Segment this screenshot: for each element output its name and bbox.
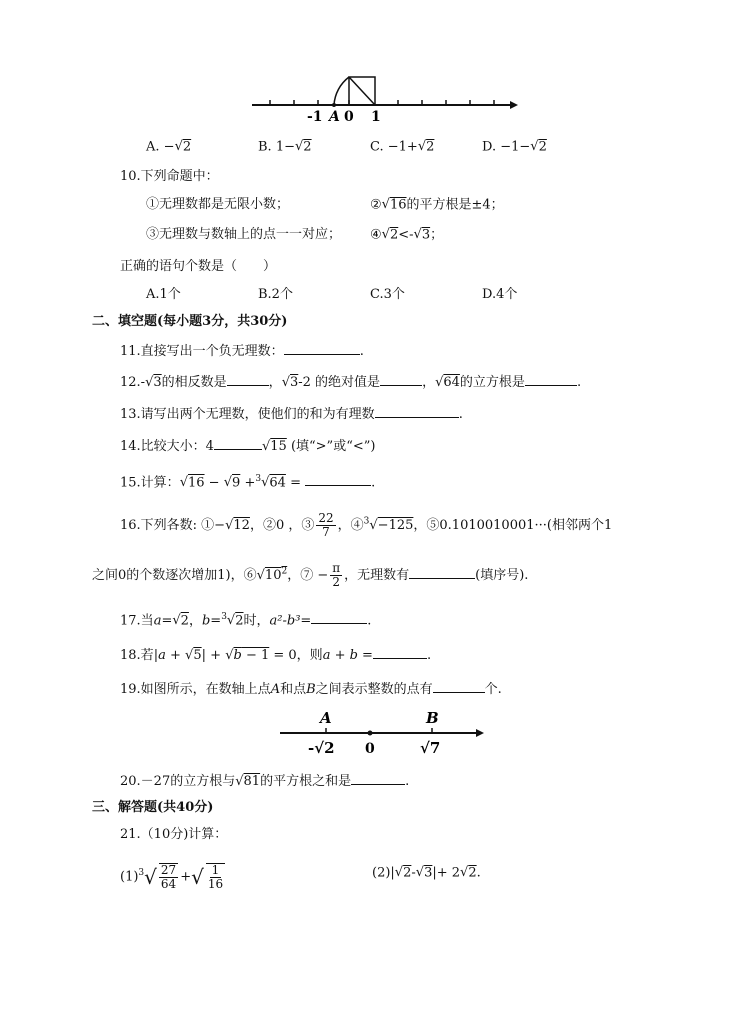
sqrt-symbol: √	[185, 647, 194, 663]
point-label-A: A	[320, 709, 332, 727]
sqrt-symbol: √	[435, 374, 444, 390]
q21-part-1: $(1)^3√$ $\frac{27}{64}$ +√ $\frac{1}{16}$	[120, 856, 227, 894]
q10-option-a: A.1个	[146, 287, 181, 302]
sqrt-symbol: √	[530, 139, 539, 154]
answer-blank[interactable]	[351, 771, 405, 785]
fraction-27-64: $\frac{27}{64}$	[160, 862, 177, 891]
q12: 12.-√3的相反数是 ，√3-2 的绝对值是 ，√64的立方根是 .	[120, 372, 581, 392]
fraction-22-7: $\frac{22}{7}$	[318, 511, 334, 539]
q9-option-b: B. 1−√2	[258, 139, 312, 155]
sqrt-symbol: √	[145, 374, 154, 390]
sqrt-symbol: √	[413, 227, 422, 242]
answer-blank[interactable]	[311, 610, 367, 624]
answer-blank[interactable]	[284, 341, 360, 355]
number-line-figure-1	[248, 62, 520, 124]
abs-bar: |	[201, 648, 206, 663]
q18: 18.若|a + √5| + √b − 1 = 0，则a + b = .	[120, 645, 431, 665]
tick-label-neg-sqrt2: -√2	[308, 739, 335, 757]
answer-blank[interactable]	[375, 404, 459, 418]
q9-option-d: D. −1−√2	[482, 139, 547, 155]
sqrt-symbol: √	[381, 227, 390, 242]
q20: 20.－27的立方根与√81的平方根之和是 .	[120, 771, 409, 791]
answer-blank[interactable]	[433, 679, 485, 693]
q11: 11.直接写出一个负无理数： .	[120, 341, 364, 361]
q19: 19.如图所示，在数轴上点A和点B之间表示整数的点有 个.	[120, 679, 502, 699]
sqrt-symbol: √	[225, 647, 234, 663]
section-2-title: 二、填空题(每小题3分，共30分)	[92, 314, 288, 329]
q16-line-1: 16.下列各数: ①−√12，②0 ，③ $\frac{22}{7}$ ，④$^3$√−125，⑤0.1010010001···(相邻两个1	[120, 511, 613, 539]
tick-label-A: A	[329, 109, 340, 124]
point-label-B: B	[426, 709, 439, 727]
sqrt-symbol: √	[256, 567, 265, 583]
q10-statement-1: ①无理数都是无限小数；	[146, 197, 290, 212]
tick-label-0: 0	[365, 741, 375, 757]
answer-blank[interactable]	[525, 372, 577, 386]
sqrt-symbol: √	[223, 474, 233, 490]
sqrt-symbol: √	[281, 374, 290, 390]
answer-blank[interactable]	[380, 372, 422, 386]
cbrt-symbol: √	[226, 612, 236, 628]
q9-option-a: A. −√2	[146, 139, 192, 155]
q21-stem: 21.（10分)计算：	[120, 827, 228, 842]
sqrt-symbol: √	[172, 612, 181, 628]
sqrt-symbol: √	[191, 864, 204, 889]
number-line-figure-2	[278, 708, 488, 760]
q13: 13.请写出两个无理数，使他们的和为有理数 .	[120, 404, 463, 424]
q10-question: 正确的语句个数是（ ）	[120, 259, 277, 274]
q10-statement-4: ④√2<-√3；	[370, 227, 444, 243]
q10-option-b: B.2个	[258, 287, 293, 302]
answer-blank[interactable]	[214, 436, 262, 450]
q10-stem: 10.下列命题中：	[120, 169, 219, 184]
sqrt-symbol: √	[225, 517, 234, 533]
fraction-pi-over-2: $\frac{\pi}{2}$	[332, 561, 341, 589]
q14: 14.比较大小：4 √15 (填“>”或“<”)	[120, 436, 375, 456]
answer-blank[interactable]	[305, 472, 371, 486]
cbrt-symbol: √	[261, 474, 270, 490]
tick-label-0: 0	[344, 109, 354, 124]
tick-label-sqrt7: √7	[420, 739, 441, 757]
fraction-1-16: $\frac{1}{16}$	[207, 862, 224, 891]
tick-label-1: 1	[371, 109, 381, 124]
section-3-title: 三、解答题(共40分)	[92, 800, 214, 815]
answer-blank[interactable]	[409, 565, 475, 579]
answer-blank[interactable]	[227, 372, 269, 386]
q15: 15.计算：√16 − √9 +$^3$√64 = .	[120, 474, 376, 491]
sqrt-symbol: √	[394, 865, 404, 880]
sqrt-symbol: √	[381, 197, 390, 212]
sqrt-symbol: √	[174, 139, 183, 154]
sqrt-symbol: √	[295, 139, 304, 154]
abs-bar: |	[153, 648, 159, 663]
q21-part-2: (2)|√2-√3|+ 2√2.	[372, 865, 481, 881]
answer-blank[interactable]	[373, 645, 427, 659]
sqrt-symbol: √	[235, 773, 244, 789]
q9-option-c: C. −1+√2	[370, 139, 435, 155]
sqrt-symbol: √	[179, 474, 188, 490]
sqrt-symbol: √	[261, 438, 271, 454]
q16-line-2: 之间0的个数逐次增加1)，$⑥√10^2$，⑦ − $\frac{\pi}{2}$ ，无理数有 (填序号).	[92, 561, 529, 589]
q10-option-c: C.3个	[370, 287, 405, 302]
q17: 17.当a=√2，b=$^3$√2时，a²-b³= .	[120, 612, 372, 629]
tick-label-minus1: -1	[307, 109, 323, 124]
cbrt-symbol: √	[144, 864, 157, 889]
sqrt-symbol: √	[460, 865, 469, 880]
q10-option-d: D.4个	[482, 287, 518, 302]
q10-statement-2: ②√16的平方根是±4；	[370, 197, 504, 213]
sqrt-symbol: √	[415, 865, 425, 880]
q10-statement-3: ③无理数与数轴上的点一一对应；	[146, 227, 342, 242]
sqrt-symbol: √	[417, 139, 427, 154]
cbrt-symbol: √	[369, 517, 378, 533]
